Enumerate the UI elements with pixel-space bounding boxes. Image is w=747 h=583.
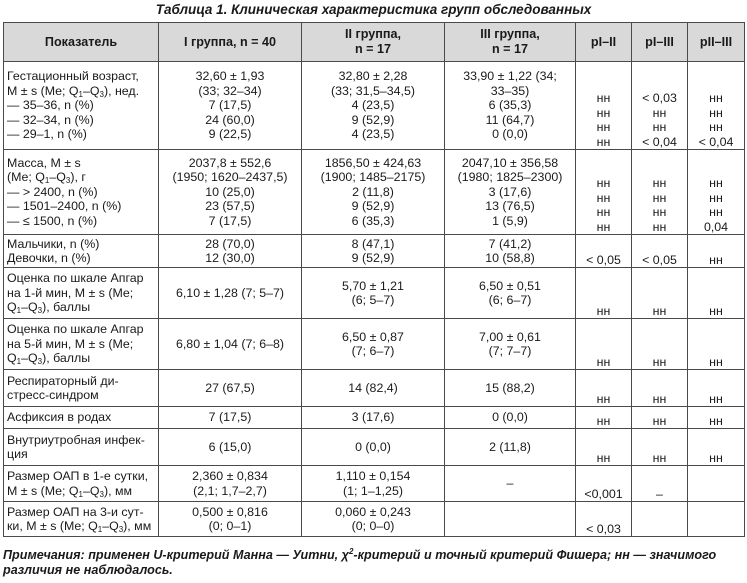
table-row xyxy=(4,502,745,537)
p-i-iii-cell xyxy=(632,150,688,235)
cell-line: $Q_1-Q_3$), баллы xyxy=(7,351,91,367)
cell-line: 5,70 ± 1,21 xyxy=(342,278,404,293)
table-notes: Примечания: применен U-критерий Манна — Уитни, $\chi^2$-критерий и точный критерий Фишера; нн — значимого различия не наблюдалось. xyxy=(3,546,717,577)
p-i-iii-cell xyxy=(632,62,688,150)
cell-line: 7 (17,5) xyxy=(208,410,252,425)
cell-line: 9 (52,9) xyxy=(351,112,395,127)
cell-line: $Q_1-Q_3$), баллы xyxy=(7,300,91,316)
cell-line: 6,80 ± 1,04 (7; 6–8) xyxy=(175,336,285,351)
cell-line: нн xyxy=(709,105,723,120)
group-2-cell xyxy=(302,429,445,466)
cell-line: на 5-й мин, M ± s (Me; xyxy=(7,336,134,351)
p-ii-iii-cell xyxy=(688,370,745,407)
cell-line: 0 (0,0) xyxy=(355,439,391,454)
cell-line: 33,90 ± 1,22 (34; xyxy=(463,69,557,84)
cell-line: Масса, M ± s xyxy=(7,155,81,170)
cell-line: Внутриутробная инфек- xyxy=(7,432,145,447)
cell-line: 6,50 ± 0,87 xyxy=(342,329,404,344)
group-1-cell xyxy=(159,268,302,319)
cell-line: нн xyxy=(709,176,723,191)
cell-line: нн xyxy=(652,303,667,318)
cell-line: нн xyxy=(596,120,611,135)
table-caption: Таблица 1. Клиническая характеристика групп обследованных xyxy=(155,2,592,17)
group-1-cell xyxy=(159,150,302,235)
group-2-cell xyxy=(302,466,445,502)
cell-line: нн xyxy=(709,205,723,220)
cell-line: 6 (35,3) xyxy=(351,213,395,228)
indicator-cell xyxy=(4,466,159,502)
indicator-cell xyxy=(4,429,159,466)
group-1-cell xyxy=(159,502,302,537)
cell-line: — 29–1, n (%) xyxy=(7,127,87,142)
cell-line: нн xyxy=(652,190,667,205)
indicator-cell xyxy=(4,502,159,537)
table-row xyxy=(4,319,745,370)
table-row xyxy=(4,370,745,407)
cell-line: 14 (82,4) xyxy=(348,380,398,395)
cell-line: нн xyxy=(596,205,611,220)
cell-line: (Me; $Q_1-Q_3$), г xyxy=(7,170,86,186)
group-2-cell xyxy=(302,407,445,429)
cell-line: нн xyxy=(652,120,667,135)
cell-line: (6; 5–7) xyxy=(351,293,395,307)
cell-line: — 35–36, n (%) xyxy=(7,98,94,113)
cell-line: нн xyxy=(652,176,667,191)
cell-line: нн xyxy=(709,354,723,369)
p-i-ii-cell xyxy=(576,502,632,537)
group-1-cell xyxy=(159,370,302,407)
cell-line: нн xyxy=(709,391,723,406)
cell-line: нн xyxy=(709,91,723,106)
cell-line: нн xyxy=(652,205,667,220)
cell-line: нн xyxy=(596,303,611,318)
cell-line: 0 (0,0) xyxy=(492,410,528,425)
header-line: n = 17 xyxy=(491,42,529,56)
cell-line: 6,50 ± 0,51 xyxy=(479,278,541,293)
group-2-cell xyxy=(302,62,445,150)
cell-line: ки, M ± s (Me; $Q_1-Q_3$), мм xyxy=(7,519,152,534)
group-3-cell xyxy=(445,319,576,370)
header-group-3 xyxy=(445,23,576,62)
cell-line: (2,1; 1,7–2,7) xyxy=(193,483,267,498)
cell-line: нн xyxy=(596,190,611,205)
cell-line: нн xyxy=(596,105,611,120)
cell-line: 32,80 ± 2,28 xyxy=(338,69,408,84)
cell-line: 9 (22,5) xyxy=(208,127,252,142)
group-1-cell xyxy=(159,62,302,150)
cell-line: 4 (23,5) xyxy=(351,98,395,113)
group-3-cell xyxy=(445,466,576,502)
cell-line: 1 (5,9) xyxy=(492,213,528,228)
p-i-ii-cell xyxy=(576,235,632,268)
cell-line: Мальчики, n (%) xyxy=(7,236,100,251)
cell-line: (33; 32–34) xyxy=(198,83,262,98)
cell-line: нн xyxy=(596,391,611,406)
table-row xyxy=(4,429,745,466)
header-row xyxy=(4,23,745,62)
table-row xyxy=(4,466,745,502)
cell-line: < 0,04 xyxy=(698,134,734,149)
header-line: III группа, xyxy=(480,27,540,41)
group-2-cell xyxy=(302,319,445,370)
cell-line: 6 (35,3) xyxy=(488,98,532,113)
cell-line: 7 (17,5) xyxy=(208,213,252,228)
group-2-cell xyxy=(302,268,445,319)
p-i-ii-cell xyxy=(576,466,632,502)
cell-line: 11 (64,7) xyxy=(485,112,535,127)
p-i-iii-cell xyxy=(632,319,688,370)
cell-line: (1980; 1825–2300) xyxy=(457,170,563,185)
p-i-iii-cell xyxy=(632,429,688,466)
p-ii-iii-cell xyxy=(688,235,745,268)
p-i-iii-cell xyxy=(632,466,688,502)
cell-line: — > 2400, n (%) xyxy=(7,184,98,199)
group-1-cell xyxy=(159,235,302,268)
indicator-cell xyxy=(4,62,159,150)
p-i-ii-cell xyxy=(576,268,632,319)
cell-line: (6; 6–7) xyxy=(488,293,532,307)
p-i-ii-cell xyxy=(576,319,632,370)
cell-line: – xyxy=(506,476,514,491)
header-line: n = 17 xyxy=(354,42,392,56)
cell-line: нн xyxy=(709,252,723,267)
cell-line: стресс-синдром xyxy=(7,388,99,402)
cell-line: 9 (52,9) xyxy=(351,251,395,265)
cell-line: 0,04 xyxy=(703,219,729,234)
cell-line: 9 (52,9) xyxy=(351,199,395,214)
group-2-cell xyxy=(302,370,445,407)
p-ii-iii-cell xyxy=(688,62,745,150)
p-i-iii-cell xyxy=(632,502,688,537)
p-i-iii-cell xyxy=(632,268,688,319)
cell-line: 13 (76,5) xyxy=(485,199,535,214)
table-row xyxy=(4,407,745,429)
p-ii-iii-cell xyxy=(688,319,745,370)
cell-line: < 0,05 xyxy=(586,252,621,267)
cell-line: Оценка по шкале Апгар xyxy=(7,322,144,337)
header-line: II группа, xyxy=(345,27,401,41)
cell-line: 2047,10 ± 356,58 xyxy=(461,155,559,170)
p-ii-iii-cell xyxy=(688,150,745,235)
p-i-iii-cell xyxy=(632,370,688,407)
cell-line: (1900; 1485–2175) xyxy=(320,170,426,185)
group-1-cell xyxy=(159,319,302,370)
cell-line: < 0,03 xyxy=(642,91,677,106)
p-i-iii-cell xyxy=(632,407,688,429)
cell-line: нн xyxy=(596,219,611,234)
cell-line: нн xyxy=(652,413,667,428)
cell-line: 8 (47,1) xyxy=(351,236,395,251)
cell-line: 27 (67,5) xyxy=(205,380,255,395)
cell-line: нн xyxy=(596,354,611,369)
p-i-ii-cell xyxy=(576,62,632,150)
group-2-cell xyxy=(302,502,445,537)
group-1-cell xyxy=(159,466,302,502)
group-2-cell xyxy=(302,150,445,235)
cell-line: (7; 6–7) xyxy=(351,344,395,358)
cell-line: нн xyxy=(596,450,611,465)
cell-line: нн xyxy=(596,134,611,149)
cell-line: 0,500 ± 0,816 xyxy=(192,504,268,519)
cell-line: 1,110 ± 0,154 xyxy=(335,469,411,484)
p-ii-iii-cell xyxy=(688,268,745,319)
cell-line: нн xyxy=(709,450,723,465)
cell-line: (7; 7–7) xyxy=(488,344,532,358)
header-p-ii-iii: pII–III xyxy=(688,23,745,62)
table-row xyxy=(4,150,745,235)
group-3-cell xyxy=(445,502,576,537)
cell-line: 7 (41,2) xyxy=(488,236,532,251)
cell-line: 4 (23,5) xyxy=(351,127,395,142)
cell-line: 3 (17,6) xyxy=(351,410,395,425)
table-row xyxy=(4,62,745,150)
cell-line: 10 (25,0) xyxy=(205,184,255,199)
group-3-cell xyxy=(445,429,576,466)
cell-line: нн xyxy=(709,190,723,205)
header-group-2 xyxy=(302,23,445,62)
cell-line: нн xyxy=(596,91,611,106)
cell-line: 10 (58,8) xyxy=(485,251,535,265)
group-3-cell xyxy=(445,407,576,429)
indicator-cell xyxy=(4,268,159,319)
cell-line: (33; 31,5–34,5) xyxy=(330,83,416,98)
cell-line: 2037,8 ± 552,6 xyxy=(188,155,272,170)
cell-line: Девочки, n (%) xyxy=(7,251,91,265)
cell-line: < 0,05 xyxy=(642,252,677,267)
indicator-cell xyxy=(4,319,159,370)
cell-line: 0 (0,0) xyxy=(492,127,528,142)
p-ii-iii-cell xyxy=(688,466,745,502)
header-p-i-iii: pI–III xyxy=(632,23,688,62)
group-2-cell xyxy=(302,235,445,268)
cell-line: 3 (17,6) xyxy=(488,184,532,199)
group-3-cell xyxy=(445,370,576,407)
cell-line: < 0,04 xyxy=(642,134,677,149)
cell-line: M ± s (Me; $Q_1-Q_3$), нед. xyxy=(7,83,140,99)
cell-line: Оценка по шкале Апгар xyxy=(7,271,144,286)
cell-line: (0; 0–1) xyxy=(208,519,252,533)
p-i-ii-cell xyxy=(576,429,632,466)
cell-line: 6 (15,0) xyxy=(208,439,252,454)
header-group-1: I группа, n = 40 xyxy=(159,23,302,62)
cell-line: <0,001 xyxy=(584,486,623,501)
p-ii-iii-cell xyxy=(688,429,745,466)
cell-line: 2 (11,8) xyxy=(489,439,531,454)
cell-line: 24 (60,0) xyxy=(205,112,255,127)
header-p-i-ii: pI–II xyxy=(576,23,632,62)
cell-line: нн xyxy=(709,413,723,428)
cell-line: нн xyxy=(652,219,667,234)
cell-line: 2 (11,8) xyxy=(352,184,394,199)
cell-line: 1856,50 ± 424,63 xyxy=(324,155,422,170)
indicator-cell xyxy=(4,370,159,407)
group-3-cell xyxy=(445,150,576,235)
cell-line: 33–35) xyxy=(490,83,530,98)
cell-line: – xyxy=(656,486,663,501)
table-row xyxy=(4,268,745,319)
cell-line: 7 (17,5) xyxy=(208,98,252,113)
group-1-cell xyxy=(159,407,302,429)
cell-line: 23 (57,5) xyxy=(205,199,255,214)
p-i-ii-cell xyxy=(576,370,632,407)
cell-line: — 32–34, n (%) xyxy=(7,112,94,127)
group-3-cell xyxy=(445,235,576,268)
p-i-ii-cell xyxy=(576,150,632,235)
indicator-cell xyxy=(4,407,159,429)
cell-line: на 1-й мин, M ± s (Me; xyxy=(7,285,134,300)
cell-line: ция xyxy=(7,447,28,461)
cell-line: Асфиксия в родах xyxy=(7,410,112,425)
cell-line: 2,360 ± 0,834 xyxy=(192,469,268,484)
cell-line: 15 (88,2) xyxy=(485,380,535,395)
cell-line: M ± s (Me; $Q_1-Q_3$), мм xyxy=(7,483,133,499)
cell-line: нн xyxy=(709,303,723,318)
cell-line: нн xyxy=(596,413,611,428)
p-ii-iii-cell xyxy=(688,407,745,429)
cell-line: нн xyxy=(596,176,611,191)
cell-line: 28 (70,0) xyxy=(205,236,255,251)
group-1-cell xyxy=(159,429,302,466)
group-3-cell xyxy=(445,268,576,319)
cell-line: 32,60 ± 1,93 xyxy=(195,69,265,84)
p-i-iii-cell xyxy=(632,235,688,268)
cell-line: (1950; 1620–2437,5) xyxy=(172,170,288,185)
cell-line: Респираторный ди- xyxy=(7,373,119,388)
cell-line: нн xyxy=(652,391,667,406)
p-ii-iii-cell xyxy=(688,502,745,537)
cell-line: — 1501–2400, n (%) xyxy=(7,199,122,214)
cell-line: нн xyxy=(652,354,667,369)
cell-line: Размер ОАП на 3-и сут- xyxy=(7,504,144,519)
p-i-ii-cell xyxy=(576,407,632,429)
indicator-cell xyxy=(4,150,159,235)
indicator-cell xyxy=(4,235,159,268)
cell-line: 6,10 ± 1,28 (7; 5–7) xyxy=(175,285,285,300)
cell-line: Гестационный возраст, xyxy=(7,69,139,84)
cell-line: 7,00 ± 0,61 xyxy=(479,329,541,344)
cell-line: (1; 1–1,25) xyxy=(343,483,403,498)
cell-line: Размер ОАП в 1-е сутки, xyxy=(7,469,149,484)
cell-line: нн xyxy=(652,450,667,465)
group-3-cell xyxy=(445,62,576,150)
cell-line: — ≤ 1500, n (%) xyxy=(7,213,98,228)
cell-line: нн xyxy=(709,120,723,135)
cell-line: нн xyxy=(652,105,667,120)
table-row xyxy=(4,235,745,268)
cell-line: (0; 0–0) xyxy=(351,519,395,533)
clinical-characteristics-table xyxy=(3,22,745,537)
header-indicator: Показатель xyxy=(4,23,159,62)
cell-line: < 0,03 xyxy=(586,521,621,536)
cell-line: 12 (30,0) xyxy=(205,251,255,265)
cell-line: 0,060 ± 0,243 xyxy=(335,504,411,519)
